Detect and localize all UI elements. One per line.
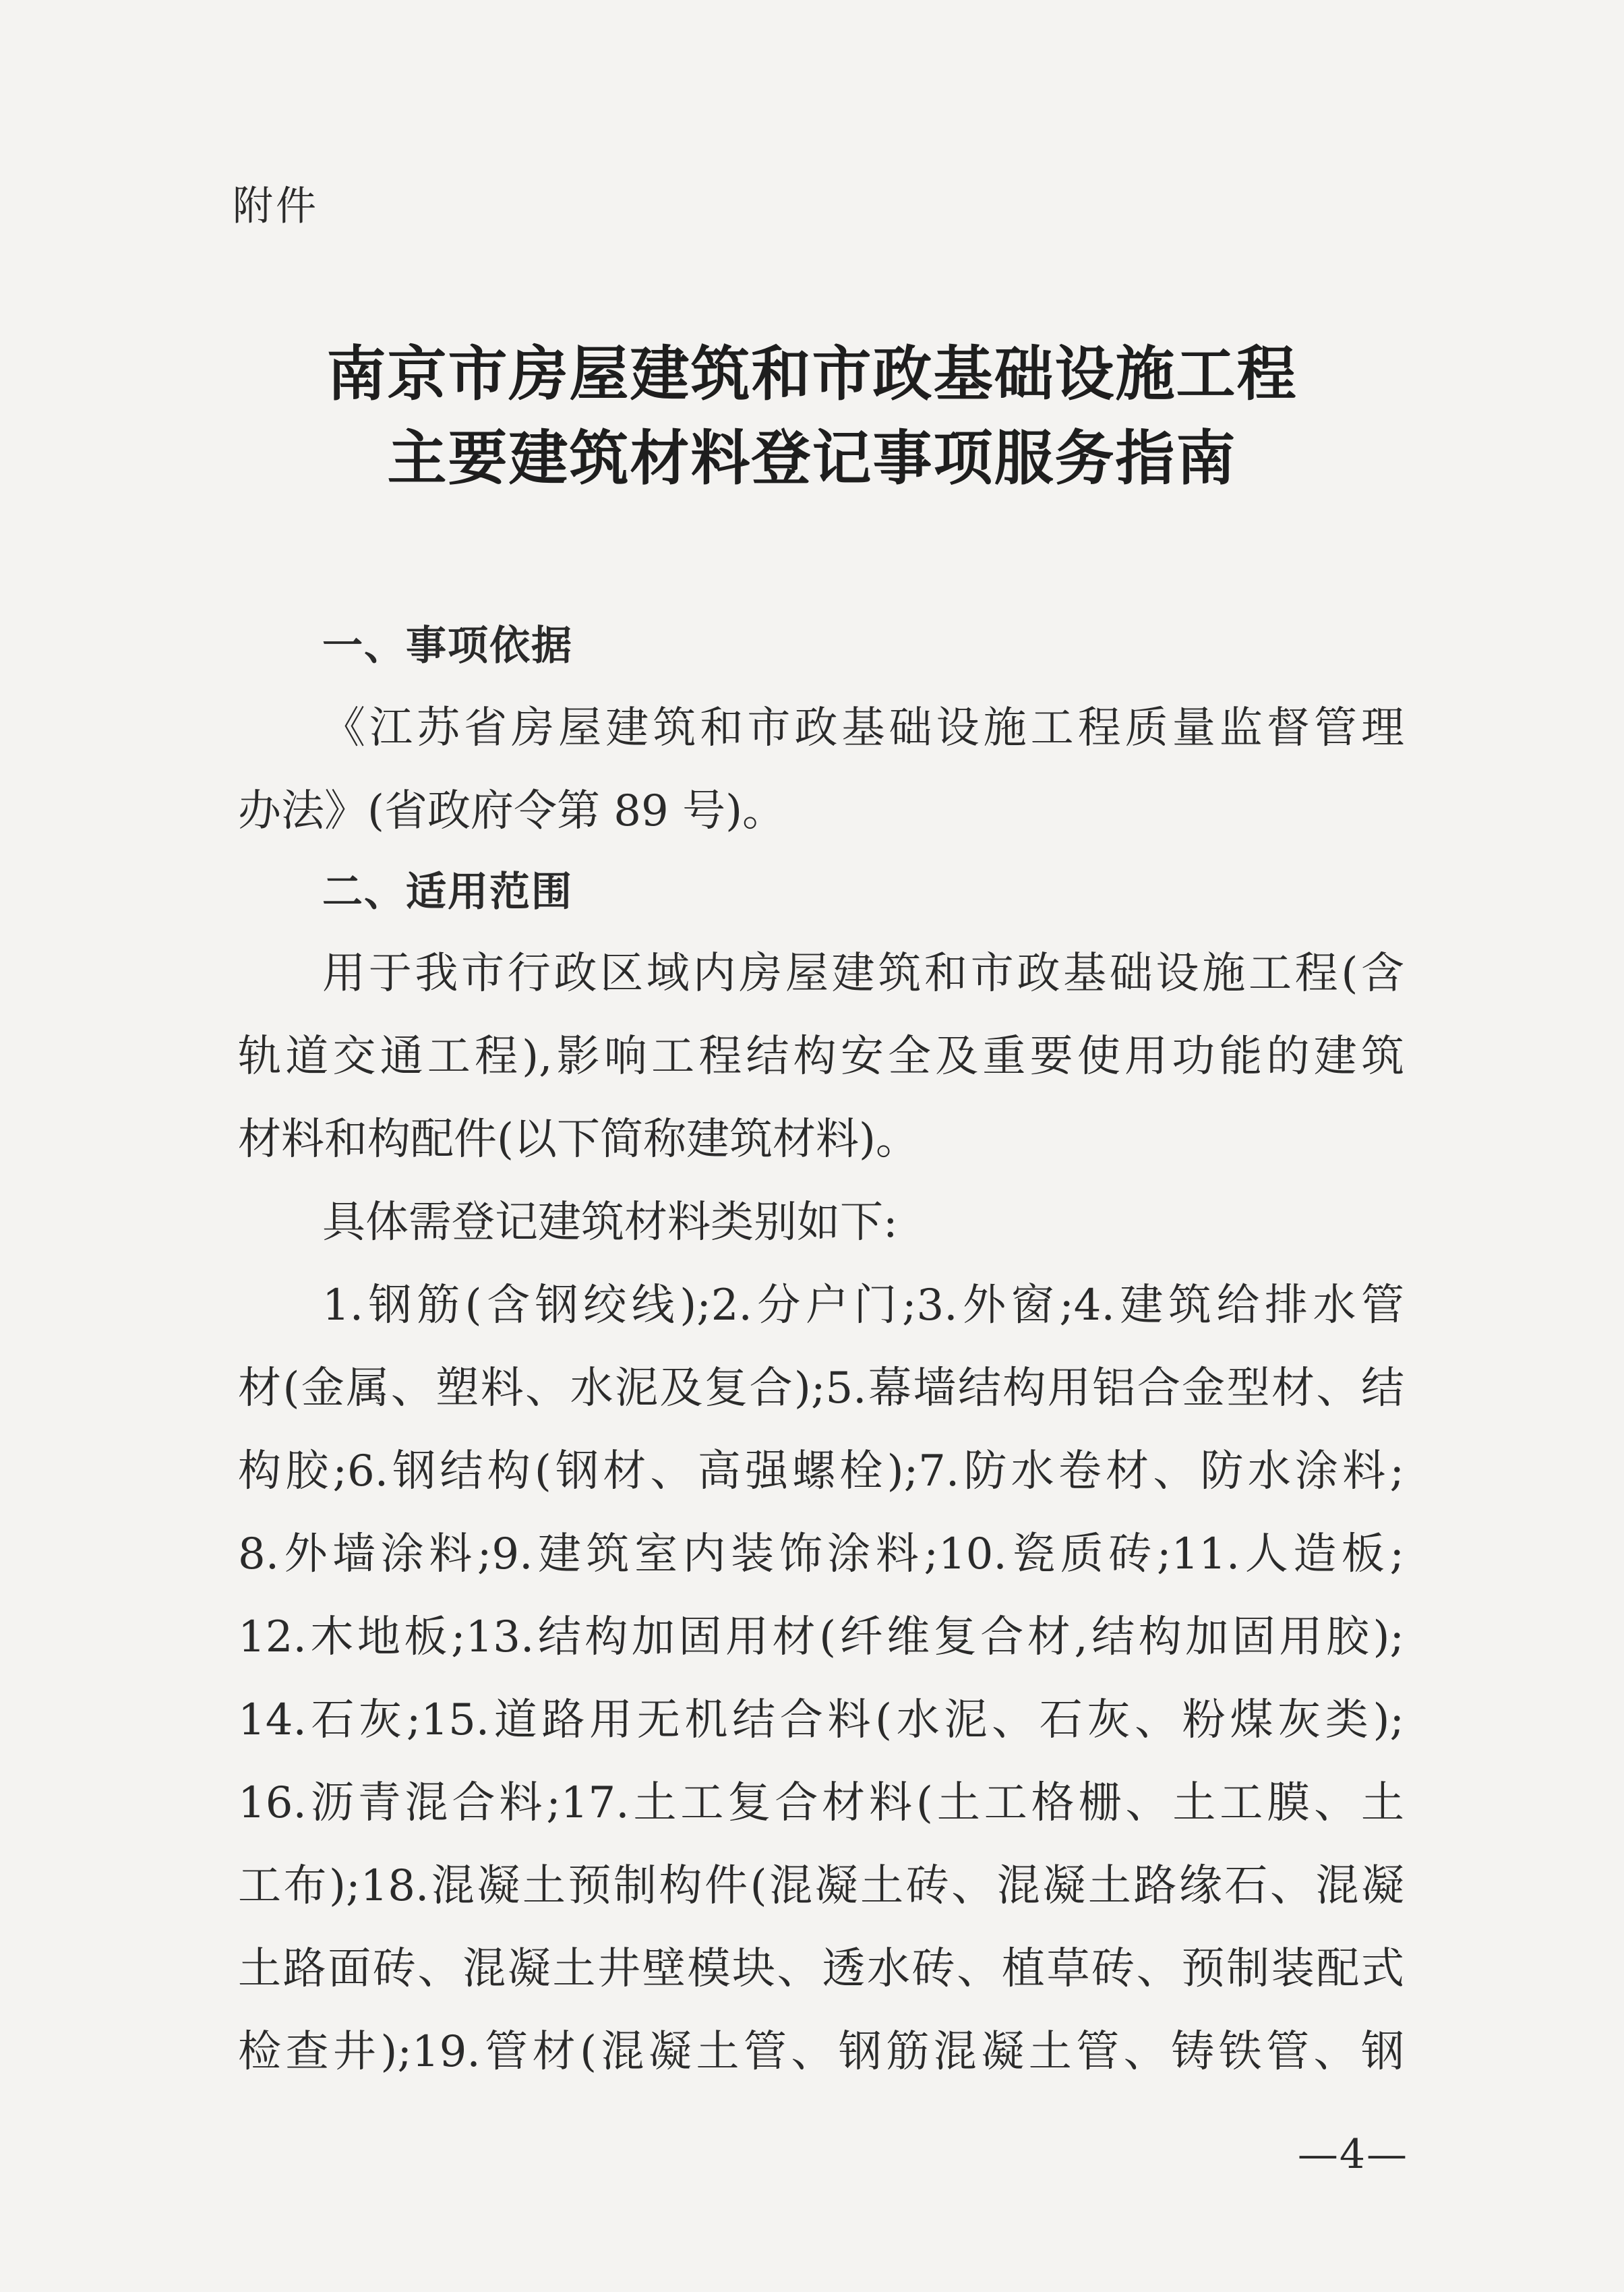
- paragraph-line: 轨道交通工程),影响工程结构安全及重要使用功能的建筑: [238, 1032, 1404, 1082]
- document-title-line-2: 主要建筑材料登记事项服务指南: [387, 423, 1237, 493]
- page-number: —4—: [1297, 2131, 1408, 2178]
- section-heading-scope: 二、适用范围: [322, 869, 573, 916]
- paragraph-line: 材料和构配件(以下简称建筑材料)。: [238, 1115, 919, 1165]
- paragraph-line: 1.钢筋(含钢绞线);2.分户门;3.外窗;4.建筑给排水管: [322, 1281, 1404, 1330]
- paragraph-line: 工布);18.混凝土预制构件(混凝土砖、混凝土路缘石、混凝: [238, 1861, 1404, 1911]
- paragraph-line: 《江苏省房屋建筑和市政基础设施工程质量监督管理: [322, 703, 1404, 753]
- paragraph-line: 16.沥青混合料;17.土工复合材料(土工格栅、土工膜、土: [238, 1778, 1404, 1828]
- paragraph-line: 用于我市行政区域内房屋建筑和市政基础设施工程(含: [322, 949, 1404, 999]
- document-title-line-1: 南京市房屋建筑和市政基础设施工程: [326, 339, 1298, 409]
- paragraph-line: 材(金属、塑料、水泥及复合);5.幕墙结构用铝合金型材、结: [238, 1363, 1404, 1413]
- paragraph-line: 构胶;6.钢结构(钢材、高强螺栓);7.防水卷材、防水涂料;: [238, 1446, 1404, 1496]
- paragraph-line: 14.石灰;15.道路用无机结合料(水泥、石灰、粉煤灰类);: [238, 1695, 1404, 1745]
- paragraph-line: 具体需登记建筑材料类别如下:: [322, 1198, 898, 1247]
- paragraph-line: 12.木地板;13.结构加固用材(纤维复合材,结构加固用胶);: [238, 1612, 1404, 1662]
- paragraph-line: 8.外墙涂料;9.建筑室内装饰涂料;10.瓷质砖;11.人造板;: [238, 1529, 1404, 1579]
- paragraph-line: 土路面砖、混凝土井壁模块、透水砖、植草砖、预制装配式: [238, 1944, 1404, 1994]
- paragraph-line: 检查井);19.管材(混凝土管、钢筋混凝土管、铸铁管、钢: [238, 2027, 1404, 2077]
- section-heading-basis: 一、事项依据: [322, 622, 573, 670]
- attachment-label: 附件: [233, 183, 319, 230]
- paragraph-line: 办法》(省政府令第 89 号)。: [238, 786, 786, 836]
